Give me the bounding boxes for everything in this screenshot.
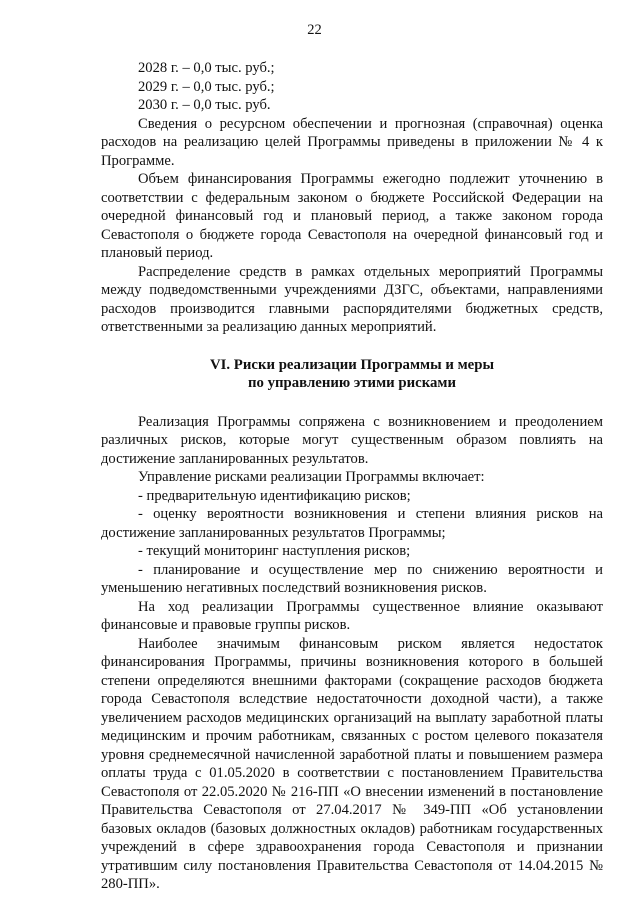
risk-measure-item: - текущий мониторинг наступления рисков;: [138, 543, 411, 559]
risk-groups-paragraph: На ход реализации Программы существенное влияние оказывают финансовые и правовые группы рисков.: [101, 598, 603, 633]
funding-year-2030: 2030 г. – 0,0 тыс. руб.: [138, 97, 271, 113]
risk-management-lead: Управление рисками реализации Программы включает:: [138, 469, 485, 485]
spacer: [101, 337, 603, 356]
resource-info-paragraph: Сведения о ресурсном обеспечении и прогнозная (справочная) оценка расходов на реализацию целей Программы приведены в приложении № 4 к Программе.: [101, 115, 603, 169]
funds-distribution-paragraph: Распределение средств в рамках отдельных мероприятий Программы между подведомственными учреждениями ДЗГС, объектами, направлениями расходов производится главными распорядителями бюджетных средств, ответственными за реализацию данных мероприятий.: [101, 263, 603, 335]
section-heading: [101, 356, 603, 393]
page-number: 22: [307, 22, 322, 38]
risks-intro-paragraph: Реализация Программы сопряжена с возникновением и преодолением различных рисков, которые могут существенным образом повлиять на достижение запланированных результатов.: [101, 413, 603, 467]
risk-measure-item: - предварительную идентификацию рисков;: [138, 487, 411, 504]
funding-volume-paragraph: Объем финансирования Программы ежегодно подлежит уточнению в соответствии с федеральным законом о бюджете Российской Федерации на очередной финансовый год и плановый период, а также законом города Севастополя о бюджете города Севастополя на очередной финансовый год и плановый период.: [101, 171, 603, 261]
section-heading-line-1: VI. Риски реализации Программы и меры: [209, 356, 495, 373]
spacer: [101, 393, 603, 413]
risk-measure-item: - планирование и осуществление мер по снижению вероятности и уменьшению негативных последствий возникновения рисков.: [101, 561, 603, 596]
risk-measure-item: - оценку вероятности возникновения и степени влияния рисков на достижение запланированных результатов Программы;: [101, 506, 603, 541]
funding-year-2028: 2028 г. – 0,0 тыс. руб.;: [138, 60, 275, 76]
financial-risk-paragraph: Наиболее значимым финансовым риском является недостаток финансирования Программы, причины возникновения которого в большей степени определяются внешними факторами (сокращение расходов бюджета города Севастополя вследствие недостаточности доходной части), а также увеличением расходов медицинских организаций на выплату заработной платы медицинским и прочим работникам, связанных с ростом целевого показателя уровня среднемесячной начисленной заработной платы и повышением размера оплаты труда с 01.05.2020 в соответствии с постановлением Правительства Севастополя от 22.05.2020 № 216-ПП «О внесении изменений в постановление Правительства Севастополя от 27.04.2017 № 349-ПП «Об установлении базовых окладов (базовых должностных окладов) работникам государственных учреждений в сфере здравоохранения города Севастополя и признании утратившим силу постановления Правительства Севастополя от 14.04.2015 № 280-ПП».: [101, 635, 603, 892]
section-heading-line-2: по управлению этими рисками: [247, 375, 457, 391]
page-body: [101, 59, 603, 894]
funding-year-2029: 2029 г. – 0,0 тыс. руб.;: [138, 78, 275, 95]
